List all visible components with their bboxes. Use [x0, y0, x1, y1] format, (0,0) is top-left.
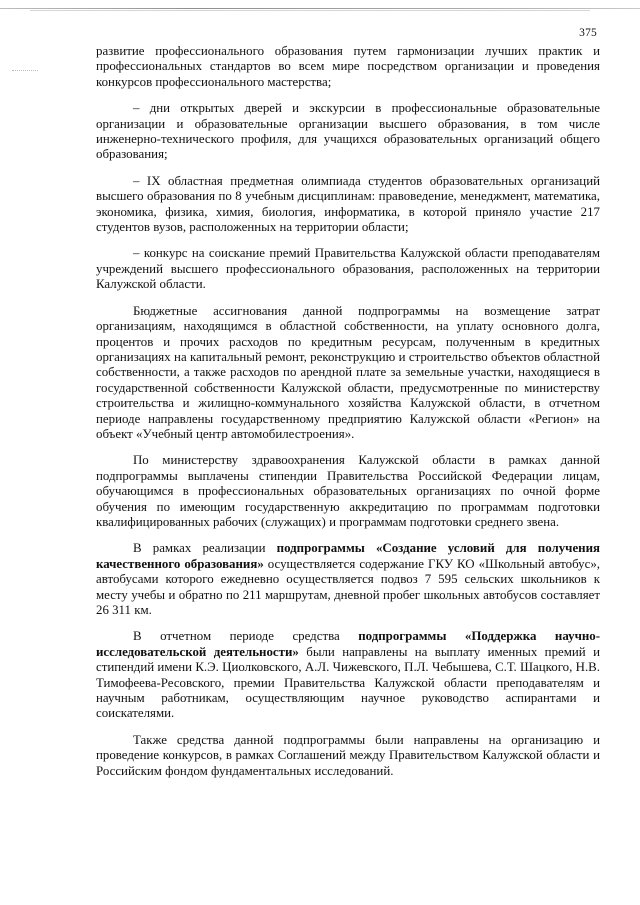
- list-item-olympiad: – IX областная предметная олимпиада студентов образовательных организаций высшего образования по 8 учебным дисциплинам: правоведение, менеджмент, математика, экономика, физика, химия, биология, информатика, в которой приняло участие 217 студентов вузов, расположенных на территории области;: [96, 173, 600, 235]
- paragraph-school-bus: [96, 541, 600, 618]
- scan-margin-artifact: [12, 70, 38, 72]
- paragraph-contests-funding: Также средства данной подпрограммы были направлены на организацию и проведение конкурсов, в рамках Соглашений между Правительством Калужской области и Российским фондом фундаментальных исследований.: [96, 732, 600, 778]
- paragraph-school-bus-post: осуществляется содержание ГКУ КО «Школьный автобус», автобусами которого ежедневно осуществляется подвоз 7 595 сельских школьников к месту учебы и обратно по 211 маршрутам, дневной пробег школьных автобусов составляет 26 311 км.: [96, 556, 600, 617]
- scan-top-edge-line-secondary: [30, 10, 590, 11]
- subprogram-title-quality-education: подпрограммы «Создание условий для получения качественного образования»: [96, 541, 600, 571]
- paragraph-school-bus-pre: В рамках реализации: [133, 541, 277, 556]
- paragraph-budget-allocations: Бюджетные ассигнования данной подпрограммы на возмещение затрат организациям, находящимся в областной собственности, на уплату основного долга, процентов и прочих расходов по кредитным ресурсам, полученным в кредитных организациях на капитальный ремонт, реконструкцию и строительство объектов областной собственности, а также расходов по арендной плате за земельные участки, находящиеся в государственной собственности Калужской области, предусмотренные по министерству строительства и жилищно-коммунального хозяйства Калужской области, в отчетном периоде направлены государственному предприятию Калужской области «Регион» на объект «Учебный центр автомобилестроения».: [96, 303, 600, 441]
- subprogram-title-research-support: подпрограммы «Поддержка научно-исследовательской деятельности»: [96, 629, 601, 659]
- paragraph-research-support-post: были направлены на выплату именных премий и стипендий имени К.Э. Циолковского, А.Л. Чижевского, П.Л. Чебышева, С.Т. Шацкого, Н.В. Тимофеева-Ресовского, премии Правительства Калужской области преподавателям и научным работникам, осуществляющим научное руководство аспирантами и соискателями.: [96, 644, 600, 721]
- paragraph-research-support: [96, 629, 600, 721]
- document-body: [96, 44, 600, 790]
- paragraph-continuation: развитие профессионального образования путем гармонизации лучших практик и профессиональных стандартов во всем мире посредством организации и проведения конкурсов профессионального мастерства;: [96, 44, 600, 89]
- paragraph-research-support-pre: В отчетном периоде средства: [133, 629, 359, 644]
- list-item-open-days: – дни открытых дверей и экскурсии в профессиональные образовательные организации и образовательные организации высшего образования, в том числе инженерно-технического профиля, для учащихся образовательных организаций общего образования;: [96, 101, 600, 162]
- paragraph-health-ministry: По министерству здравоохранения Калужской области в рамках данной подпрограммы выплачены стипендии Правительства Российской Федерации лицам, обучающимся в профессиональных образовательных организациях по очной форме обучения по имеющим государственную аккредитацию по программам подготовки квалифицированных рабочих (служащих) и программам подготовки среднего звена.: [96, 453, 600, 529]
- page-number: 375: [579, 27, 597, 39]
- scan-top-edge-line: [0, 8, 640, 9]
- list-item-awards-contest: – конкурс на соискание премий Правительства Калужской области преподавателям учреждений высшего профессионального образования, расположенных на территории Калужской области.: [96, 246, 600, 292]
